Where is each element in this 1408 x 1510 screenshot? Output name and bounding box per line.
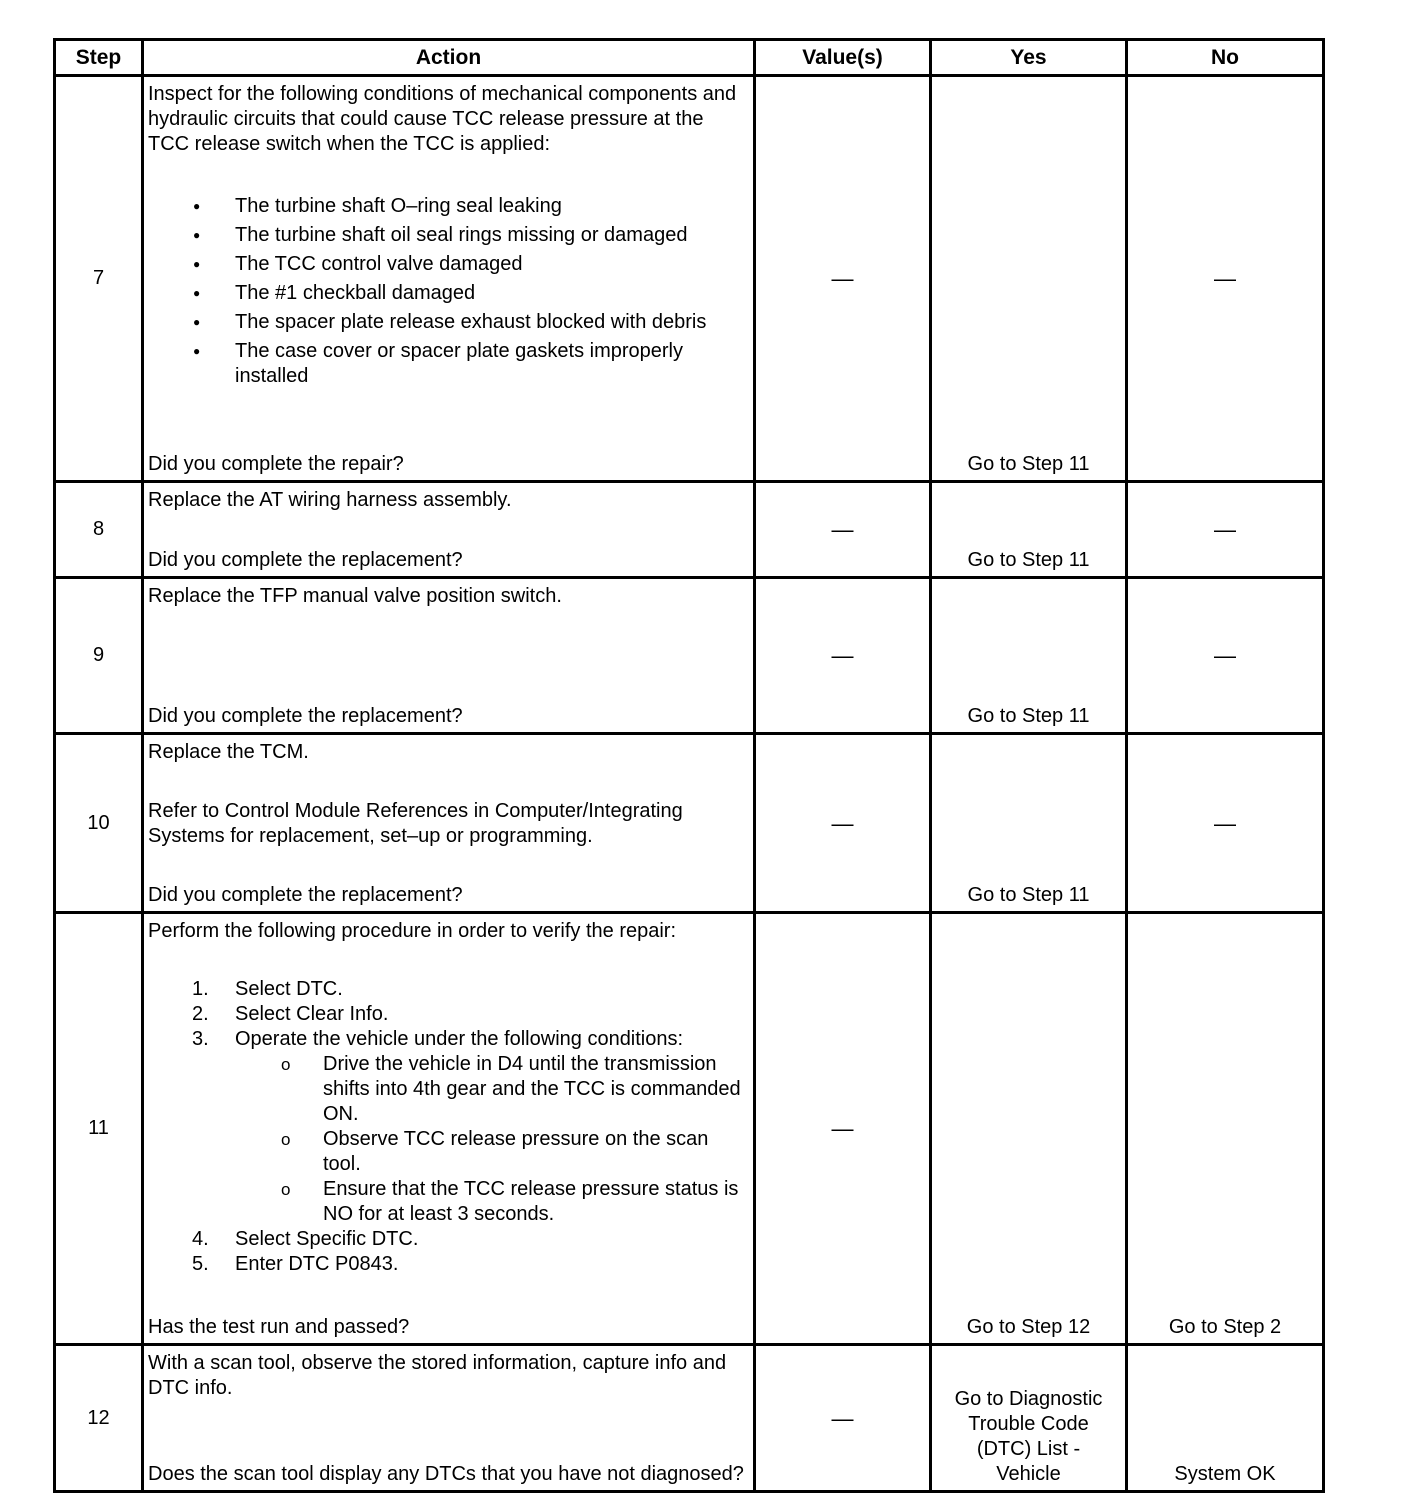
sub-list-item: o Ensure that the TCC release pressure status is NO for at least 3 seconds. [281, 1178, 739, 1225]
list-item: 5. Enter DTC P0843. [192, 1253, 399, 1275]
header-row [55, 40, 1324, 76]
sub-procedure-list [235, 1052, 749, 1227]
action-reference: Refer to Control Module References in Computer/Integrating Systems for replacement, set–up or programming. [148, 800, 683, 847]
value-cell: — [755, 76, 931, 482]
no-cell: Go to Step 2 [1127, 913, 1324, 1345]
action-question: Did you complete the replacement? [148, 705, 463, 727]
action-intro: Replace the AT wiring harness assembly. [148, 489, 512, 511]
header-yes: Yes [931, 40, 1127, 76]
table-row [55, 1345, 1324, 1492]
no-cell: — [1127, 578, 1324, 734]
action-question: Has the test run and passed? [148, 1316, 410, 1338]
procedure-list [148, 977, 749, 1277]
sub-list-item: o Observe TCC release pressure on the scan tool. [281, 1128, 709, 1175]
action-intro: With a scan tool, observe the stored information, capture info and DTC info. [148, 1352, 727, 1399]
list-item: 4. Select Specific DTC. [192, 1228, 419, 1250]
yes-cell: Go to Step 12 [931, 913, 1127, 1345]
sub-list-item: o Drive the vehicle in D4 until the transmission shifts into 4th gear and the TCC is commanded ON. [281, 1053, 741, 1125]
value-cell: — [755, 482, 931, 578]
table-row [55, 913, 1324, 1345]
no-cell: System OK [1127, 1345, 1324, 1492]
list-item: ● The turbine shaft O–ring seal leaking [148, 194, 749, 219]
list-item: ● The turbine shaft oil seal rings missing or damaged [148, 223, 749, 248]
action-question: Did you complete the replacement? [148, 884, 463, 906]
table-row [55, 482, 1324, 578]
list-item: ● The case cover or spacer plate gaskets improperly installed [148, 339, 749, 389]
action-question: Does the scan tool display any DTCs that you have not diagnosed? [148, 1463, 744, 1485]
table-row [55, 76, 1324, 482]
step-number: 8 [55, 482, 143, 578]
table-row [55, 734, 1324, 913]
action-cell [143, 913, 755, 1345]
condition-list [148, 194, 749, 389]
action-intro: Replace the TFP manual valve position switch. [148, 585, 562, 607]
value-cell: — [755, 913, 931, 1345]
no-cell: — [1127, 734, 1324, 913]
step-number: 12 [55, 1345, 143, 1492]
no-cell: — [1127, 482, 1324, 578]
step-number: 9 [55, 578, 143, 734]
list-item: ● The TCC control valve damaged [148, 252, 749, 277]
value-cell: — [755, 734, 931, 913]
list-item: 2. Select Clear Info. [192, 1003, 389, 1025]
step-number: 10 [55, 734, 143, 913]
header-values: Value(s) [755, 40, 931, 76]
action-question: Did you complete the replacement? [148, 549, 463, 571]
no-cell: — [1127, 76, 1324, 482]
header-action: Action [143, 40, 755, 76]
step-number: 11 [55, 913, 143, 1345]
header-no: No [1127, 40, 1324, 76]
action-cell [143, 1345, 755, 1492]
yes-cell: Go to Diagnostic Trouble Code (DTC) List - Vehicle [931, 1345, 1127, 1492]
action-intro: Replace the TCM. [148, 741, 309, 763]
step-number: 7 [55, 76, 143, 482]
action-cell [143, 482, 755, 578]
yes-cell: Go to Step 11 [931, 578, 1127, 734]
list-item: 1. Select DTC. [192, 978, 343, 1000]
action-cell [143, 578, 755, 734]
action-intro: Perform the following procedure in order to verify the repair: [148, 920, 677, 942]
value-cell: — [755, 1345, 931, 1492]
action-question: Did you complete the repair? [148, 453, 404, 475]
table-row [55, 578, 1324, 734]
yes-cell: Go to Step 11 [931, 76, 1127, 482]
list-item: 3. Operate the vehicle under the following conditions: o Drive the vehicle in D4 until the transmission shifts into 4th gear and the TCC is commanded ON. o Observe TCC release pressure on the scan tool. o Ensure that the TCC release pressure status is NO for at least 3 seconds. [148, 1027, 749, 1227]
yes-cell: Go to Step 11 [931, 482, 1127, 578]
list-item: ● The spacer plate release exhaust blocked with debris [148, 310, 749, 335]
diagnostic-table [53, 38, 1325, 1493]
header-step: Step [55, 40, 143, 76]
value-cell: — [755, 578, 931, 734]
action-cell [143, 734, 755, 913]
action-intro: Inspect for the following conditions of mechanical components and hydraulic circuits that could cause TCC release pressure at the TCC release switch when the TCC is applied: [148, 83, 737, 155]
action-cell [143, 76, 755, 482]
yes-cell: Go to Step 11 [931, 734, 1127, 913]
list-item: ● The #1 checkball damaged [148, 281, 749, 306]
